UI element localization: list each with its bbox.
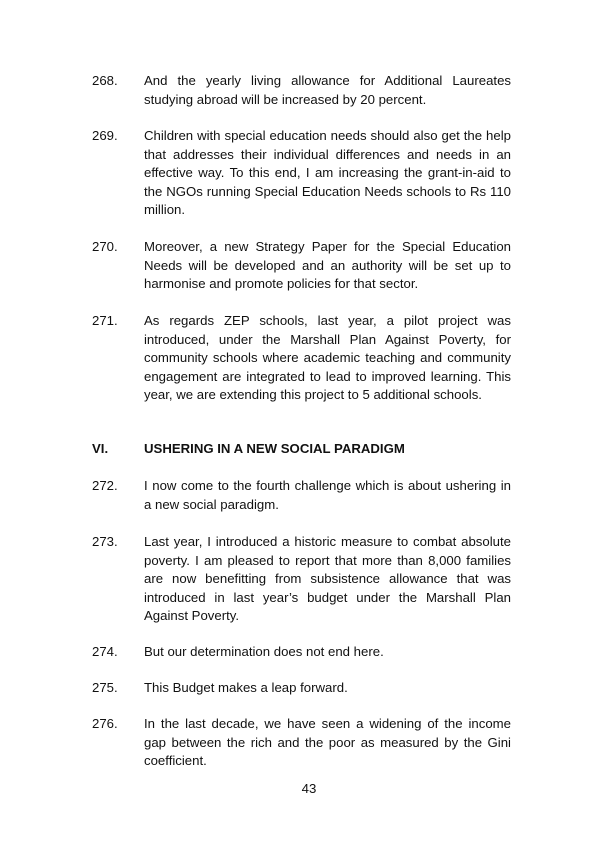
paragraph-text: Children with special education needs should also get the help that addresses their individual differences and needs in an effective way. To this end, I am increasing the grant-in-aid to the NGOs running Special Education Needs schools to Rs 110 million. <box>144 128 511 218</box>
paragraph-number: 269. <box>92 128 118 143</box>
paragraph-270 <box>92 238 512 294</box>
paragraph-273 <box>92 533 512 626</box>
paragraph-number: 276. <box>92 716 118 731</box>
paragraph-number: 274. <box>92 644 118 659</box>
paragraph-text: This Budget makes a leap forward. <box>144 680 348 695</box>
paragraph-number: 272. <box>92 478 118 493</box>
paragraph-text: I now come to the fourth challenge which is about ushering in a new social paradigm. <box>144 478 511 512</box>
paragraph-274 <box>92 643 512 662</box>
paragraph-number: 271. <box>92 313 118 328</box>
paragraph-number: 268. <box>92 73 118 88</box>
section-number: VI. <box>92 441 109 456</box>
paragraph-272 <box>92 477 512 514</box>
paragraph-text: But our determination does not end here. <box>144 644 384 659</box>
paragraph-text: Last year, I introduced a historic measure to combat absolute poverty. I am pleased to report that more than 8,000 families are now benefitting from subsistence allowance that was introduced in last year’s budget under the Marshall Plan Against Poverty. <box>144 534 511 624</box>
paragraph-271 <box>92 312 512 405</box>
paragraph-276 <box>92 715 512 771</box>
paragraph-text: In the last decade, we have seen a widening of the income gap between the rich and the poor as measured by the Gini coefficient. <box>144 716 511 769</box>
paragraph-number: 273. <box>92 534 118 549</box>
paragraph-text: And the yearly living allowance for Additional Laureates studying abroad will be increased by 20 percent. <box>144 73 511 107</box>
paragraph-268 <box>92 72 512 109</box>
page-number: 43 <box>301 781 317 796</box>
paragraph-275 <box>92 679 512 698</box>
paragraph-number: 270. <box>92 239 118 254</box>
paragraph-text: Moreover, a new Strategy Paper for the Special Education Needs will be developed and an authority will be set up to harmonise and promote policies for that sector. <box>144 239 511 292</box>
paragraph-text: As regards ZEP schools, last year, a pilot project was introduced, under the Marshall Plan Against Poverty, for community schools where academic teaching and community engagement are integrated to lead to improved learning. This year, we are extending this project to 5 additional schools. <box>144 313 511 403</box>
paragraph-269 <box>92 127 512 220</box>
section-heading <box>92 440 512 459</box>
section-title: USHERING IN A NEW SOCIAL PARADIGM <box>144 441 405 456</box>
paragraph-number: 275. <box>92 680 118 695</box>
